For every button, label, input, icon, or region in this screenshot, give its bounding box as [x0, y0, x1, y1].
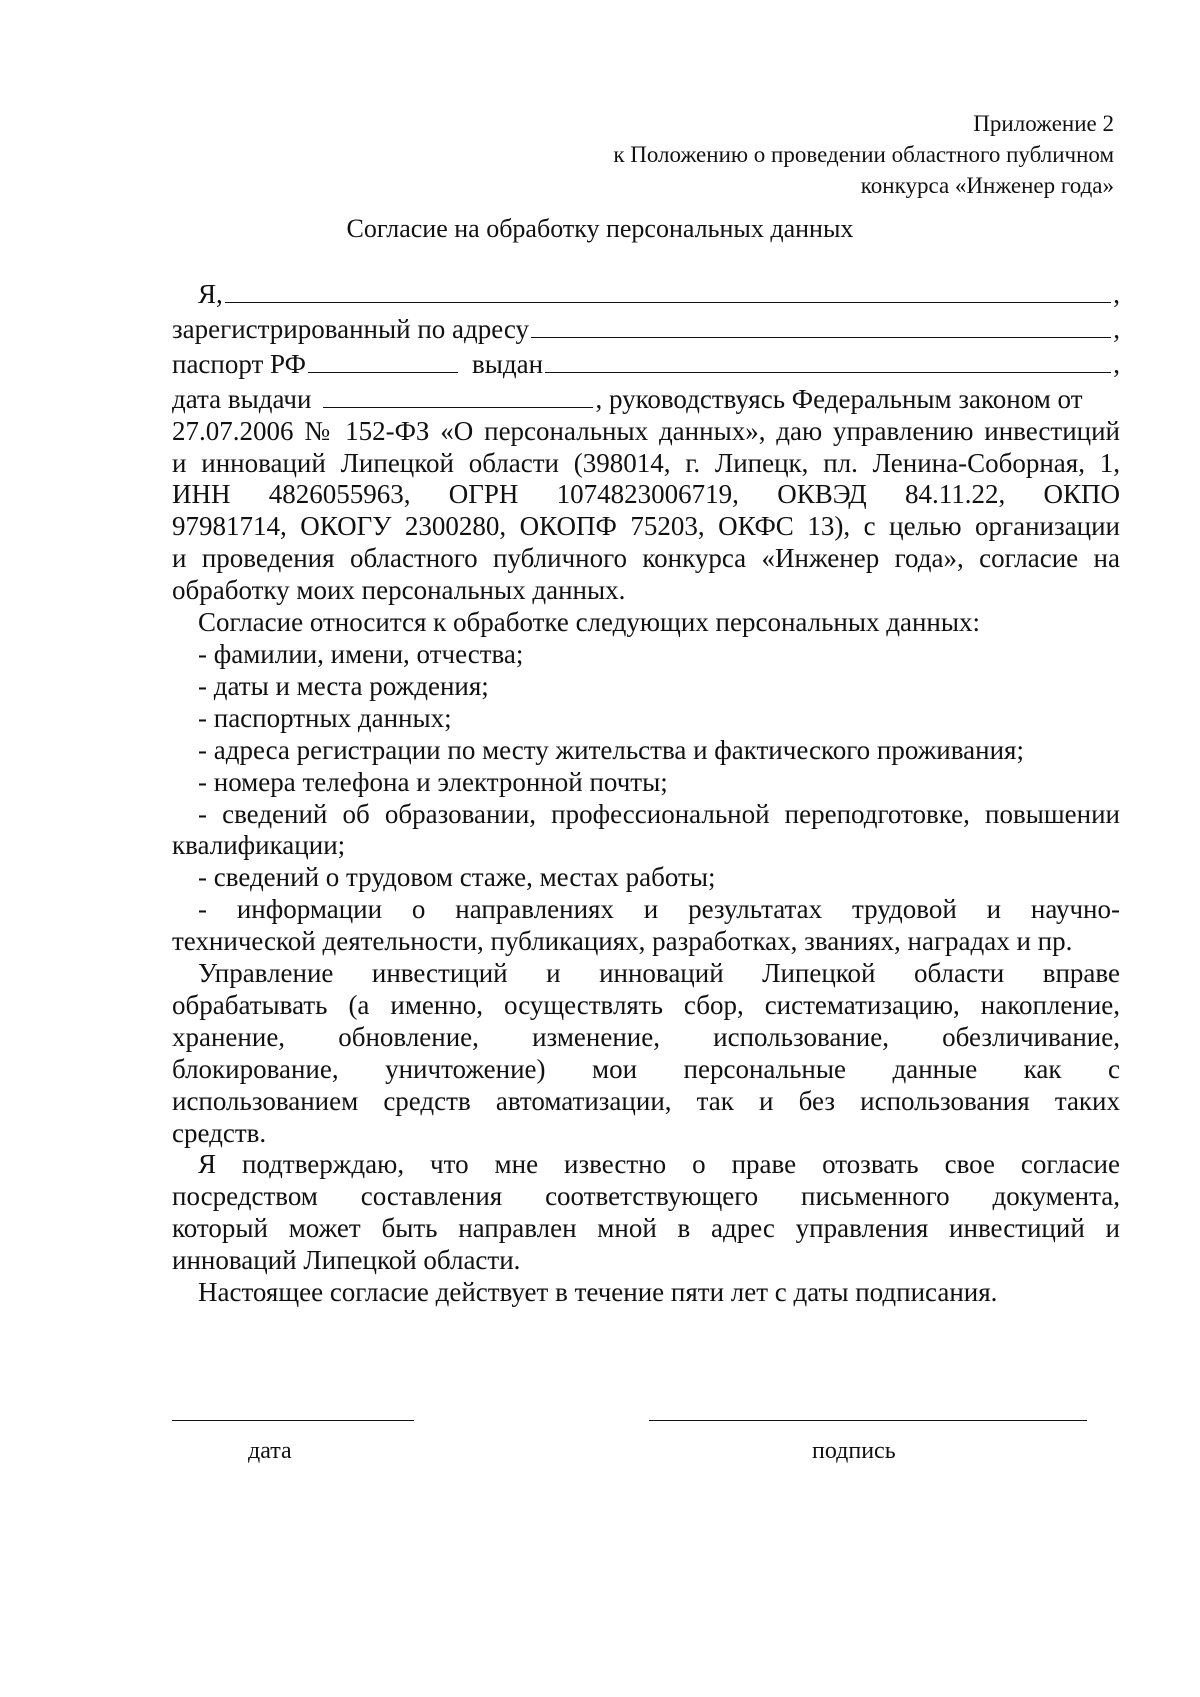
paragraph-line: ИНН 4826055963, ОГРН 1074823006719, ОКВЭД 84.11.22, ОКПО — [172, 479, 1120, 510]
paragraph-line: обработку моих персональных данных. — [172, 575, 626, 606]
comma: , — [1113, 313, 1120, 344]
consent-body — [172, 276, 1120, 1309]
list-item: - сведений о трудовом стаже, местах работы; — [198, 862, 716, 893]
list-item-continuation: технической деятельности, публикациях, разработках, званиях, наградах и пр. — [172, 926, 1073, 957]
list-item: - информации о направлениях и результатах трудовой и научно- — [198, 894, 1120, 925]
paragraph-line: посредством составления соответствующего письменного документа, — [172, 1181, 1120, 1212]
list-item: - даты и места рождения; — [198, 670, 489, 701]
list-item: - фамилии, имени, отчества; — [198, 638, 524, 669]
paragraph-line: и инноваций Липецкой области (398014, г. Липецк, пл. Ленина-Соборная, 1, — [172, 447, 1120, 478]
paragraph-line: хранение, обновление, изменение, использование, обезличивание, — [172, 1021, 1120, 1052]
address-line — [172, 311, 1120, 346]
annex-line-2: к Положению о проведении областного публичном — [613, 142, 1114, 167]
registered-label: зарегистрированный по адресу — [172, 313, 530, 344]
list-item: - адреса регистрации по месту жительства и фактического проживания; — [198, 734, 1024, 765]
issue-date-field[interactable] — [323, 381, 593, 408]
document-title: Согласие на обработку персональных данных — [346, 214, 854, 243]
comma: , — [1113, 279, 1120, 309]
paragraph-line: блокирование, уничтожение) мои персональные данные как с — [172, 1053, 1120, 1084]
paragraph-line: инноваций Липецкой области. — [172, 1245, 521, 1276]
list-item: - номера телефона и электронной почты; — [198, 766, 668, 797]
annex-line-3: конкурса «Инженер года» — [860, 173, 1114, 198]
paragraph-line: использованием средств автоматизации, так и без использования таких — [172, 1085, 1120, 1116]
passport-label: паспорт РФ — [172, 348, 306, 379]
address-field[interactable] — [531, 311, 1111, 338]
issued-by-field[interactable] — [545, 346, 1111, 373]
date-signature-line[interactable] — [172, 1420, 414, 1421]
list-intro: Согласие относится к обработке следующих персональных данных: — [198, 607, 981, 638]
paragraph-line: который может быть направлен мной в адрес управления инвестиций и — [172, 1213, 1120, 1244]
paragraph-validity: Настоящее согласие действует в течение пяти лет с даты подписания. — [198, 1277, 998, 1308]
annex-line-1: Приложение 2 — [973, 111, 1114, 136]
issued-label: выдан — [471, 348, 544, 379]
signature-line[interactable] — [649, 1420, 1087, 1421]
list-item-continuation: квалификации; — [172, 830, 346, 861]
list-item: - сведений об образовании, профессиональной переподготовке, повышении — [198, 798, 1120, 829]
passport-line — [172, 346, 1120, 381]
list-item: - паспортных данных; — [198, 702, 452, 733]
signature-label: подпись — [812, 1438, 896, 1464]
date-label: дата — [248, 1438, 292, 1464]
paragraph-line: средств. — [172, 1117, 267, 1148]
paragraph-line: Я подтверждаю, что мне известно о праве отозвать свое согласие — [198, 1149, 1120, 1180]
comma: , — [1113, 348, 1120, 379]
paragraph-line: 27.07.2006 № 152-ФЗ «О персональных данных», даю управлению инвестиций — [172, 415, 1120, 446]
data-list — [172, 639, 1120, 958]
paragraph-line: Управление инвестиций и инноваций Липецкой области вправе — [198, 958, 1120, 989]
passport-number-field[interactable] — [308, 346, 458, 373]
annex-header — [613, 108, 1114, 201]
issue-date-label: дата выдачи — [172, 383, 312, 414]
issue-date-tail: , руководствуясь Федеральным законом от — [595, 383, 1083, 414]
full-name-field[interactable] — [225, 276, 1111, 303]
paragraph-line: и проведения областного публичного конкурса «Инженер года», согласие на — [172, 543, 1120, 574]
paragraph-withdrawal — [172, 1149, 1120, 1277]
i-label: Я, — [198, 279, 223, 309]
paragraph-rights — [172, 958, 1120, 1149]
issue-date-line — [172, 381, 1120, 416]
name-line — [172, 276, 1120, 311]
paragraph-line: 97981714, ОКОГУ 2300280, ОКОПФ 75203, ОКФС 13), с целью организации — [172, 511, 1120, 542]
paragraph-line: обрабатывать (а именно, осуществлять сбор, систематизацию, накопление, — [172, 989, 1120, 1020]
paragraph-consent — [172, 416, 1120, 607]
